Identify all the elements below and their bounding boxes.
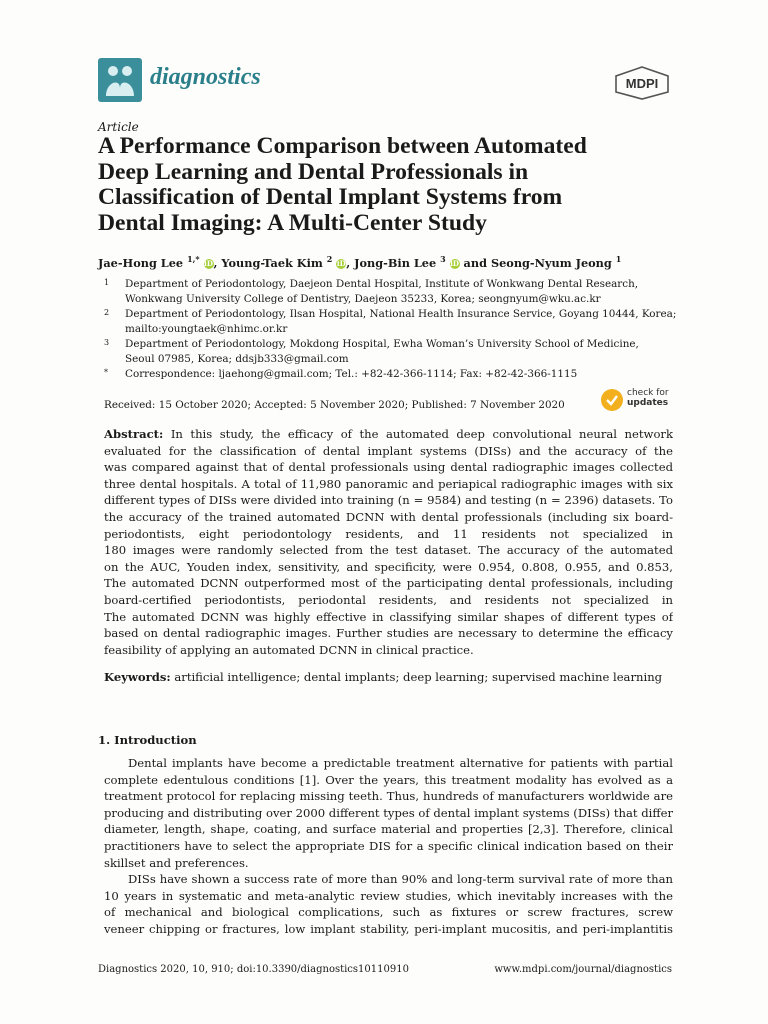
author-name[interactable]: Jae-Hong Lee xyxy=(98,255,184,270)
body-line: DISs have shown a success rate of more than 90% and long-term survival rate of more than xyxy=(128,872,673,886)
abstract-line: on the AUC, Youden index, sensitivity, and specificity, were 0.954, 0.808, 0.955, and 0.853, xyxy=(104,559,673,574)
author-list xyxy=(98,254,621,270)
body-line: skillset and preferences. xyxy=(104,855,249,870)
abstract-line: evaluated for the classification of dental implant systems (DISs) and the accuracy of the xyxy=(104,443,673,458)
abstract-line: board-certified periodontists, periodontal residents, and residents not specialized in xyxy=(104,592,673,607)
affiliation-marker: 3 xyxy=(104,338,110,347)
affiliation-line: Department of Periodontology, Mokdong Hospital, Ewha Woman’s University School of Medicine, xyxy=(125,338,639,350)
body-line: practitioners have to select the appropriate DIS for a specific clinical indication based on their xyxy=(104,838,673,853)
author-affiliation-marker: 1,* xyxy=(187,254,200,264)
section-heading: 1. Introduction xyxy=(98,733,197,747)
correspondence-marker: * xyxy=(104,368,108,377)
body-line: Dental implants have become a predictable treatment alternative for patients with partial xyxy=(128,756,673,770)
author-name[interactable]: Jong-Bin Lee xyxy=(354,255,437,270)
abstract-line: In this study, the efficacy of the automated deep convolutional neural network xyxy=(170,427,673,441)
footer-journal-url[interactable]: www.mdpi.com/journal/diagnostics xyxy=(494,964,672,975)
author-name[interactable]: Young-Taek Kim xyxy=(221,255,323,270)
abstract-line: was compared against that of dental professionals using dental radiographic images collected xyxy=(104,460,673,475)
affiliation-3 xyxy=(104,337,674,367)
affiliation-line[interactable]: mailto:youngtaek@nhimc.or.kr xyxy=(125,323,288,335)
body-line: veneer chipping or fractures, low implant stability, peri-implant mucositis, and peri-implantitis xyxy=(104,921,673,936)
abstract-line: the accuracy of the trained automated DCNN with dental professionals (including six board- xyxy=(104,509,673,524)
affiliation-line: Wonkwang University College of Dentistry, Daejeon 35233, Korea; seongnyum@wku.ac.kr xyxy=(125,293,601,305)
check-for-updates-badge[interactable] xyxy=(601,386,675,416)
title-line: Dental Imaging: A Multi-Center Study xyxy=(98,209,487,236)
author-affiliation-marker: 1 xyxy=(615,254,622,264)
publisher-logo xyxy=(614,66,670,100)
abstract-line: different types of DISs were divided into training (n = 9584) and testing (n = 2396) datasets. To xyxy=(104,493,673,508)
body-line: of mechanical and biological complications, such as fixtures or screw fractures, screw xyxy=(104,905,673,920)
abstract-label: Abstract: xyxy=(104,427,164,441)
author-separator: and xyxy=(459,255,491,270)
journal-name: diagnostics xyxy=(150,64,261,90)
publication-dates: Received: 15 October 2020; Accepted: 5 November 2020; Published: 7 November 2020 xyxy=(104,399,565,411)
correspondence xyxy=(104,367,674,382)
abstract-line: The automated DCNN outperformed most of the participating dental professionals, including xyxy=(104,576,673,591)
author-affiliation-marker: 2 xyxy=(326,254,333,264)
affiliation-marker: 1 xyxy=(104,278,110,287)
footer-citation: Diagnostics 2020, 10, 910; doi:10.3390/diagnostics10110910 xyxy=(98,964,409,975)
title-line: A Performance Comparison between Automated xyxy=(98,133,587,159)
abstract-line: feasibility of applying an automated DCNN in clinical practice. xyxy=(104,642,474,657)
keywords-text: artificial intelligence; dental implants; deep learning; supervised machine learning xyxy=(174,670,663,684)
check-updates-line1: check for xyxy=(627,388,669,398)
affiliation-2 xyxy=(104,307,677,337)
keywords-label: Keywords: xyxy=(104,670,171,684)
author-affiliation-marker: 3 xyxy=(440,254,446,264)
body-line: complete edentulous conditions [1]. Over the years, this treatment modality has evolved as a xyxy=(104,772,673,787)
article-title xyxy=(98,134,678,236)
intro-paragraph-1 xyxy=(104,755,673,871)
author-separator: , xyxy=(346,255,355,270)
body-line: treatment protocol for replacing missing teeth. Thus, hundreds of manufacturers worldwide are xyxy=(104,789,673,804)
orcid-icon[interactable]: iD xyxy=(204,258,213,268)
orcid-icon[interactable]: iD xyxy=(450,258,459,268)
body-line: 10 years in systematic and meta-analytic review studies, which inevitably increases with the xyxy=(104,888,673,903)
affiliation-line: Department of Periodontology, Daejeon Dental Hospital, Institute of Wonkwang Dental Research, xyxy=(125,278,639,290)
affiliation-1 xyxy=(104,277,674,307)
title-line: Deep Learning and Dental Professionals in xyxy=(98,158,529,185)
body-line: diameter, length, shape, coating, and surface material and properties [2,3]. Therefore, clinical xyxy=(104,822,673,837)
journal-logo-icon xyxy=(98,58,142,102)
abstract-line: based on dental radiographic images. Further studies are necessary to determine the efficacy xyxy=(104,626,673,641)
check-updates-line2: updates xyxy=(627,398,669,408)
body-line: producing and distributing over 2000 different types of dental implant systems (DISs) that differ xyxy=(104,805,673,820)
keywords xyxy=(104,669,673,686)
title-line: Classification of Dental Implant Systems from xyxy=(98,184,563,210)
publisher-name: MDPI xyxy=(625,76,659,91)
abstract-line: 180 images were randomly selected from the test dataset. The accuracy of the automated xyxy=(104,543,673,558)
author-name[interactable]: Seong-Nyum Jeong xyxy=(490,255,612,270)
abstract-line: periodontists, eight periodontology residents, and 11 residents not specialized in xyxy=(104,526,673,541)
author-separator: , xyxy=(213,255,222,270)
affiliation-line: Department of Periodontology, Ilsan Hospital, National Health Insurance Service, Goyang 10444, Korea; xyxy=(125,308,677,320)
abstract xyxy=(104,426,673,658)
correspondence-line: Correspondence: ljaehong@gmail.com; Tel.: +82-42-366-1114; Fax: +82-42-366-1115 xyxy=(125,368,578,380)
abstract-line: The automated DCNN was highly effective in classifying similar shapes of different types of xyxy=(104,609,673,624)
affiliation-line: Seoul 07985, Korea; ddsjb333@gmail.com xyxy=(125,353,349,365)
intro-paragraph-2 xyxy=(104,871,673,937)
refresh-icon xyxy=(601,389,623,411)
affiliation-marker: 2 xyxy=(104,308,110,317)
abstract-line: three dental hospitals. A total of 11,980 panoramic and periapical radiographic images with six xyxy=(104,476,673,491)
article-type: Article xyxy=(98,120,139,134)
orcid-icon[interactable]: iD xyxy=(336,258,346,268)
